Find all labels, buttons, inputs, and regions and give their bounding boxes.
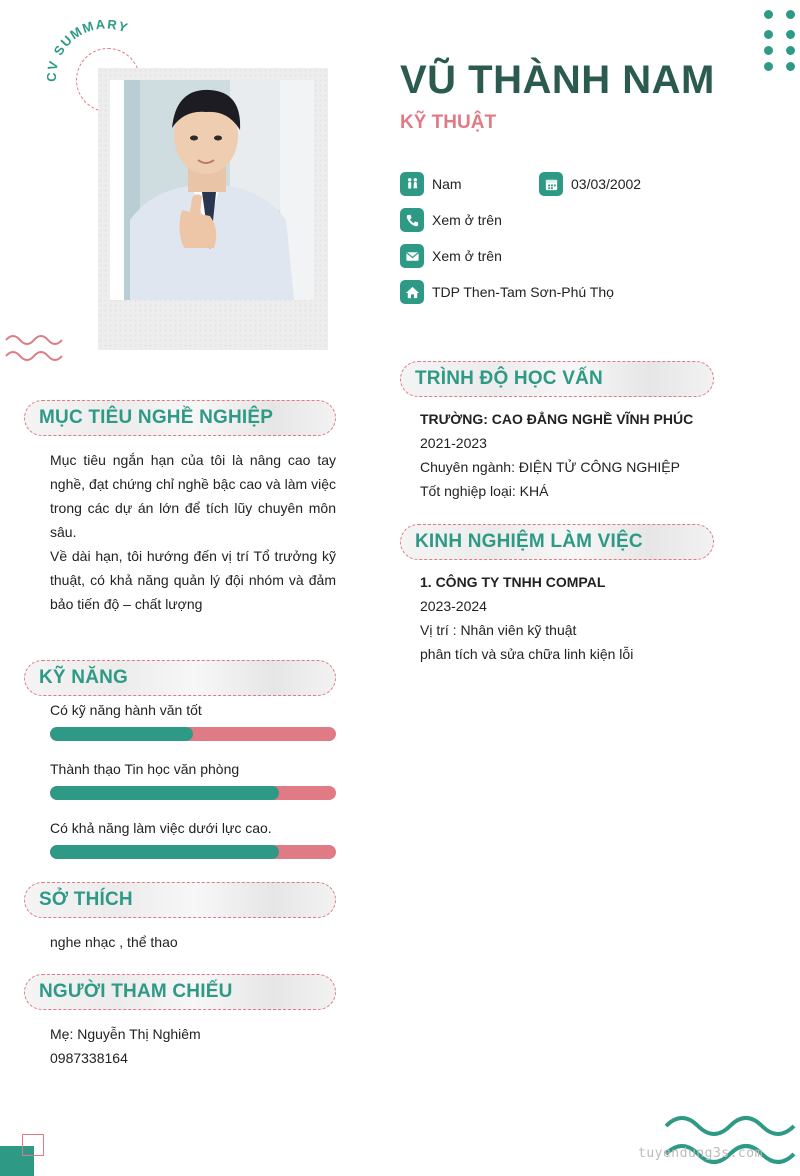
decorative-corner-outline [22, 1134, 44, 1156]
hobbies-title: SỞ THÍCH [39, 889, 133, 910]
experience-title: KINH NGHIỆM LÀM VIỆC [415, 531, 643, 552]
birthday-value: 03/03/2002 [571, 176, 642, 192]
skill-label-3: Có khả năng làm việc dưới lực cao. [50, 820, 272, 836]
gender-value: Nam [432, 176, 462, 192]
education-major: Chuyên ngành: ĐIỆN TỬ CÔNG NGHIỆP [420, 459, 680, 475]
references-text [50, 1022, 336, 1070]
candidate-role: KỸ THUẬT [400, 112, 497, 133]
education-title: TRÌNH ĐỘ HỌC VẤN [415, 368, 603, 389]
skill-label-2: Thành thạo Tin học văn phòng [50, 761, 240, 777]
skill-label-1: Có kỹ năng hành văn tốt [50, 702, 202, 718]
decorative-dots [760, 8, 800, 78]
skill-bar-1 [50, 727, 336, 741]
gender-icon [400, 172, 424, 196]
experience-company: 1. CÔNG TY TNHH COMPAL [420, 574, 606, 590]
hobbies-text: nghe nhạc , thể thao [50, 934, 178, 950]
skill-bar-fill-2 [50, 786, 279, 800]
objective-title: MỤC TIÊU NGHỀ NGHIỆP [39, 407, 274, 428]
watermark-text: tuyendung3s.com [638, 1146, 763, 1161]
skill-bar-2 [50, 786, 336, 800]
experience-position: Vị trí : Nhân viên kỹ thuật [420, 622, 577, 638]
phone-value: Xem ở trên [432, 212, 502, 228]
profile-photo [110, 80, 314, 300]
skill-bar-fill-3 [50, 845, 279, 859]
references-title: NGƯỜI THAM CHIẾU [39, 981, 233, 1002]
phone-row [400, 208, 502, 232]
education-text [420, 407, 790, 503]
references-heading [24, 974, 336, 1010]
email-icon [400, 244, 424, 268]
hobbies-heading [24, 882, 336, 918]
objective-paragraph-1: Mục tiêu ngắn hạn của tôi là nâng cao tay nghề, đạt chứng chỉ nghề bậc cao và làm việc trong các dự án lớn để tích lũy chuyên môn sâu. [50, 452, 336, 540]
address-row [400, 280, 614, 304]
experience-duty: phân tích và sửa chữa linh kiện lỗi [420, 646, 634, 662]
photo-frame [98, 68, 328, 350]
experience-heading [400, 524, 714, 560]
objective-heading [24, 400, 336, 436]
education-heading [400, 361, 714, 397]
cv-summary-text: CV SUMMARY [44, 20, 131, 83]
birthday-row [539, 172, 641, 196]
skills-heading [24, 660, 336, 696]
decorative-wave-right [660, 1112, 800, 1172]
decorative-wave-left [4, 332, 66, 366]
objective-text [50, 448, 336, 616]
skills-title: KỸ NĂNG [39, 667, 129, 688]
email-value: Xem ở trên [432, 248, 502, 264]
candidate-name: VŨ THÀNH NAM [400, 58, 715, 102]
skill-bar-fill-1 [50, 727, 193, 741]
objective-paragraph-2: Về dài hạn, tôi hướng đến vị trí Tổ trưởng kỹ thuật, có khả năng quản lý đội nhóm và đảm bảo tiến độ – chất lượng [50, 548, 336, 612]
education-grade: Tốt nghiệp loại: KHÁ [420, 483, 549, 499]
reference-phone: 0987338164 [50, 1050, 128, 1066]
education-school: TRƯỜNG: CAO ĐẲNG NGHỀ VĨNH PHÚC [420, 411, 694, 427]
education-period: 2021-2023 [420, 435, 487, 451]
gender-row [400, 172, 462, 196]
reference-name: Mẹ: Nguyễn Thị Nghiêm [50, 1026, 201, 1042]
experience-text [420, 570, 790, 666]
skill-bar-3 [50, 845, 336, 859]
phone-icon [400, 208, 424, 232]
experience-period: 2023-2024 [420, 598, 487, 614]
email-row [400, 244, 502, 268]
home-icon [400, 280, 424, 304]
calendar-icon [539, 172, 563, 196]
address-value: TDP Then-Tam Sơn-Phú Thọ [432, 284, 614, 300]
